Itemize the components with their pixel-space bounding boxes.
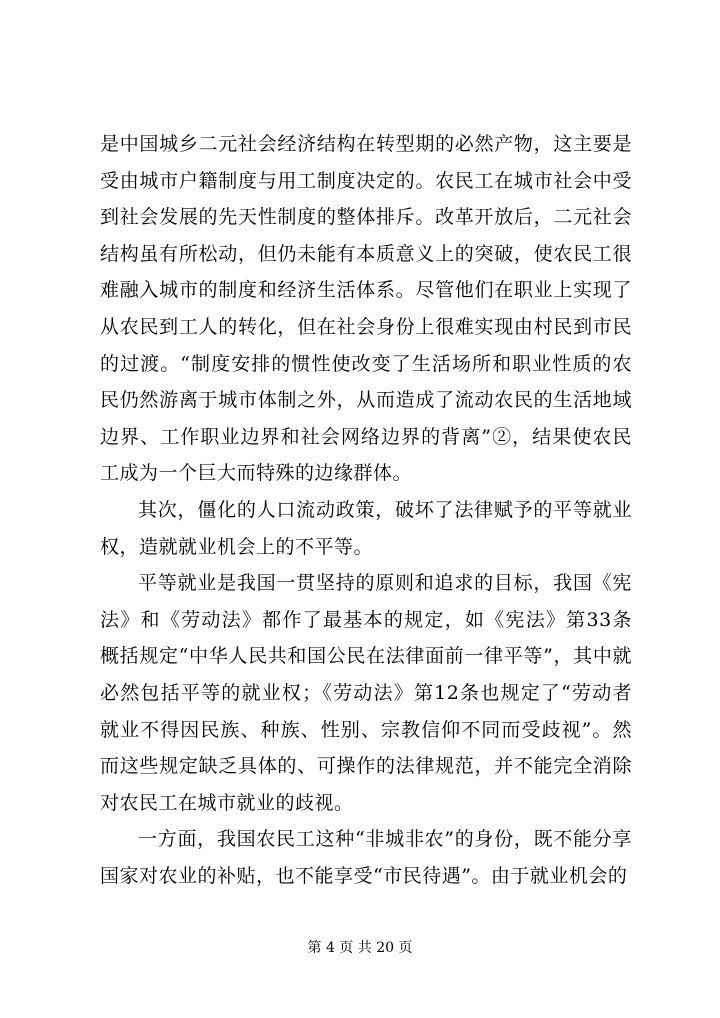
page-number-footer: 第 4 页 共 20 页 bbox=[307, 940, 413, 956]
paragraph-continuation: 是中国城乡二元社会经济结构在转型期的必然产物，这主要是受由城市户籍制度与用工制度决定的。农民工在城市社会中受到社会发展的先天性制度的整体排斥。改革开放后，二元社会结构虽有所松动，但仍未能有本质意义上的突破，使农民工很难融入城市的制度和经济生活体系。尽管他们在职业上实现了从农民到工人的转化，但在社会身份上很难实现由村民到市民的过渡。“制度安排的惯性使改变了生活场所和职业性质的农民仍然游离于城市体制之外，从而造成了流动农民的生活地域边界、工作职业边界和社会网络边界的背离”②，结果使农民工成为一个巨大而特殊的边缘群体。 bbox=[100, 133, 632, 485]
paragraph-on-one-hand: 一方面，我国农民工这种“非城非农”的身份，既不能分享国家对农业的补贴，也不能享受“市民待遇”。由于就业机会的 bbox=[100, 828, 632, 887]
document-body bbox=[100, 126, 632, 894]
paragraph-secondly: 其次，僵化的人口流动政策，破坏了法律赋予的平等就业权，造就就业机会上的不平等。 bbox=[100, 498, 632, 558]
paragraph-equal-employment: 平等就业是我国一贯坚持的原则和追求的目标，我国《宪法》和《劳动法》都作了最基本的规定，如《宪法》第33条概括规定“中华人民共和国公民在法律面前一律平等”，其中就必然包括平等的就业权；《劳动法》第12条也规定了“劳动者就业不得因民族、种族、性别、宗教信仰不同而受歧视”。然而这些规定缺乏具体的、可操作的法律规范，并不能完全消除对农民工在城市就业的歧视。 bbox=[100, 572, 632, 814]
